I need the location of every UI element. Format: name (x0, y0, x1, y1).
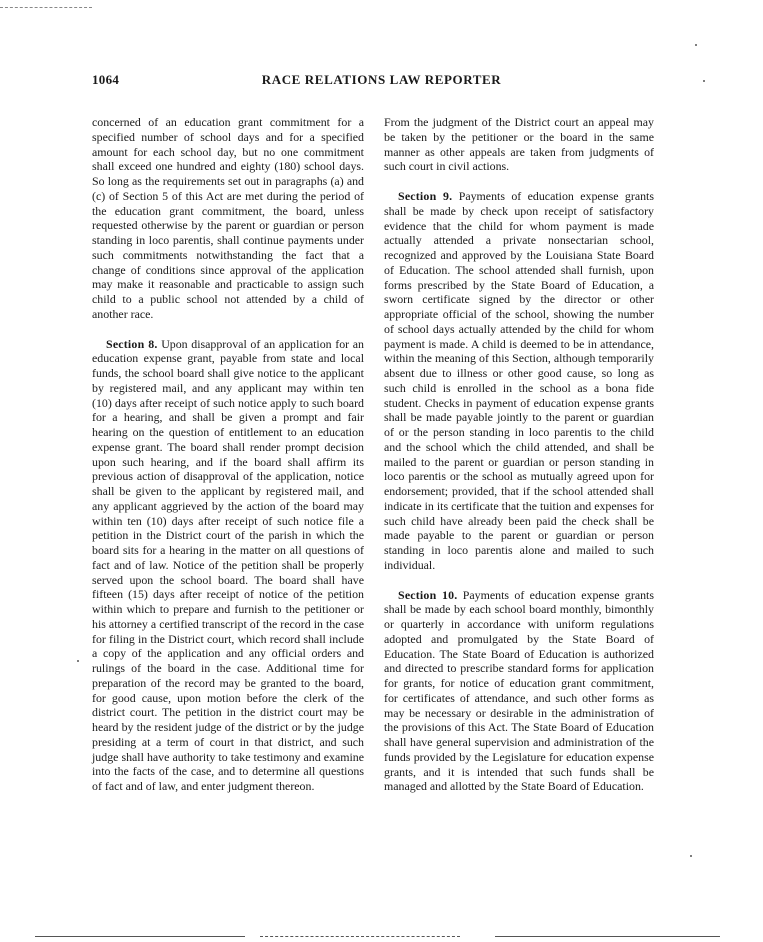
scan-speck (703, 80, 705, 82)
bottom-scan-line (260, 936, 460, 937)
section-10-heading: Section 10. (398, 587, 458, 602)
section-9-body: Payments of education expense grants shall be made by check upon receipt of satisfactory evidence that the child for whom payment is made actually attended a private nonsectarian school, recognized and approved by the Louisiana State Board of Education. The school attended shall furnish, upon forms prescribed by the State Board of Education, a sworn certificate signed by the director or other appropriate official of the school, showing the number of school days actually attended by the child for whom payment is made. A child is deemed to be in attendance, within the meaning of this Section, although temporarily absent due to illness or other good cause, so long as such child is enrolled in the school as a bona fide student. Checks in payment of education expense grants shall be made payable jointly to the parent or guardian of or the person standing in loco parentis to the child and the school which the child attended, and shall be mailed to the parent or guardian or person standing in loco parentis or the school as mutually agreed upon for endorsement; provided, that if the school attended shall indicate in its certificate that the tuition and expenses for such child have already been paid the check shall be made payable to the parent or guardian or person standing in loco parentis alone and mailed to such individual. (384, 189, 654, 572)
section-8-paragraph (92, 337, 364, 794)
page-number: 1064 (92, 72, 120, 87)
scan-speck (695, 44, 697, 46)
running-header (92, 72, 671, 90)
journal-title: RACE RELATIONS LAW REPORTER (261, 72, 502, 87)
scan-speck (77, 660, 79, 662)
section-8-heading: Section 8. (106, 336, 158, 351)
continued-paragraph: concerned of an education grant commitment for a specified number of school days and for a specified amount for each school day, but no one commitment shall exceed one hundred and eighty (180) school days. So long as the requirements set out in paragraphs (a) and (c) of Section 5 of this Act are met during the period of the education grant commitment, the board, unless requested otherwise by the parent or guardian or person standing in loco parentis, shall continue payments under such commitments notwithstanding the fact that a change of conditions since approval of the application may make it reasonable and practicable to assign such child to a public school not attended by a child of another race. (92, 115, 364, 321)
scan-edge-mark (0, 7, 92, 8)
section-8-body: Upon disapproval of an application for an education expense grant, payable from state and local funds, the school board shall give notice to the applicant by registered mail, and any applicant may within ten (10) days after receipt of such notice apply to such board for a hearing, and shall be given a prompt and fair hearing on the question of entitlement to an education expense grant. The board shall render prompt decision upon such hearing, and if the board shall affirm its previous action of disapproval of the application, notice shall be given to the applicant by registered mail, and any applicant aggrieved by the action of the board may within ten (10) days after receipt of such notice file a petition in the District court of the parish in which the board sits for a hearing in the matter on all questions of fact and of law. Notice of the petition shall be properly served upon the school board. The board shall have fifteen (15) days after receipt of notice of the petition within which to prepare and furnish to the petitioner or his attorney a certified transcript of the record in the case for filing in the District court, which record shall include a copy of the application and any official orders and rulings of the board in the case. Additional time for preparation of the record may be granted to the board, for good cause, upon motion before the clerk of the district court. The petition in the district court may be heard by the resident judge of the district or by the judge presiding at a term of court in that district, and such judge shall have authority to take testimony and examine into the facts of the case, and to determine all questions of fact and of law, and enter judgment thereon. (92, 336, 364, 793)
left-column (92, 115, 364, 794)
bottom-scan-line (35, 936, 245, 937)
section-9-heading: Section 9. (398, 189, 453, 203)
appeal-paragraph: From the judgment of the District court an appeal may be taken by the petitioner or the board in the same manner as other appeals are taken from judgments of such court in civil actions. (384, 115, 654, 174)
scan-speck (690, 855, 692, 857)
right-column (384, 115, 654, 794)
bottom-scan-line (495, 936, 720, 937)
section-10-body: Payments of education expense grants shall be made by each school board monthly, bimonthly or quarterly in accordance with uniform regulations adopted and promulgated by the State Board of Education. The State Board of Education is authorized and directed to prescribe standard forms for application for grants, for notice of education grant commitment, for certificates of attendance, and such other forms as may be necessary or desirable in the administration of the provisions of this Act. The State Board of Education shall have general supervision and administration of the funds provided by the Legislature for education expense grants, and it is intended that such funds shall be managed and allotted by the State Board of Education. (384, 587, 654, 794)
section-9-paragraph (384, 189, 654, 573)
section-10-paragraph (384, 588, 654, 795)
